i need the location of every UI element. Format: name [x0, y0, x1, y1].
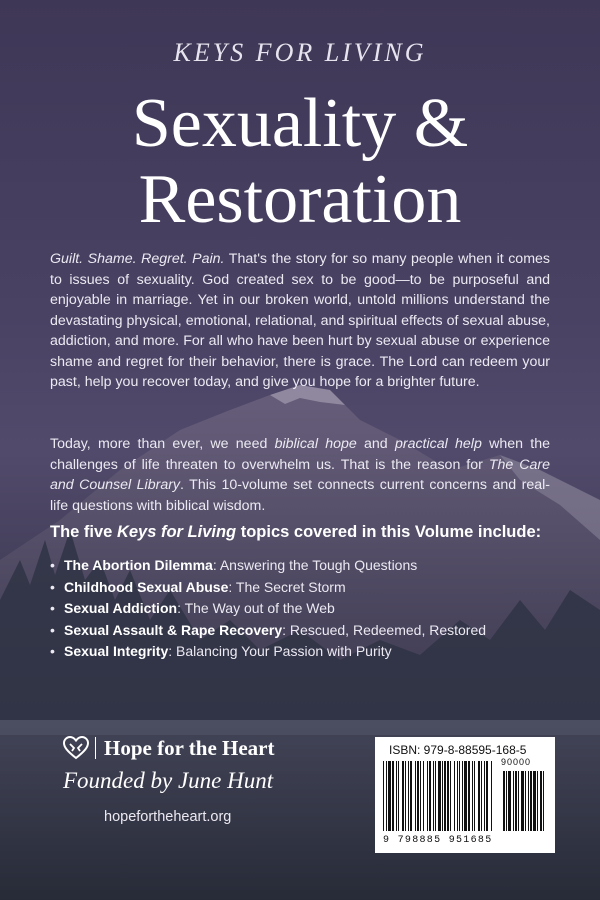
barcode-bars — [383, 761, 547, 833]
topics-heading-prefix: The five — [50, 523, 117, 541]
paragraph-2-part-2: and — [356, 436, 395, 452]
description-paragraph-2 — [50, 434, 550, 516]
topics-heading-suffix: topics covered in this Volume include: — [236, 523, 542, 541]
topic-subtitle: : Balancing Your Passion with Purity — [168, 643, 392, 659]
isbn-barcode — [375, 737, 555, 853]
topics-heading — [50, 523, 570, 542]
topic-subtitle: : The Way out of the Web — [177, 600, 335, 616]
description-paragraph-1 — [50, 249, 550, 393]
bullet-icon: • — [50, 600, 55, 616]
paragraph-2-part-1: Today, more than ever, we need — [50, 436, 275, 452]
price-code: 90000 — [501, 757, 532, 767]
list-item — [50, 622, 486, 644]
barcode-digits: 9 798885 951685 — [383, 835, 493, 846]
topic-subtitle: : Answering the Tough Questions — [212, 557, 418, 573]
publisher-logo — [63, 735, 274, 761]
heart-hands-icon — [63, 736, 89, 760]
list-item — [50, 557, 486, 579]
paragraph-2-part-3: when the challenges of life threaten to overwhelm us. That is the reason for — [50, 436, 550, 473]
bullet-icon: • — [50, 578, 55, 595]
topic-subtitle: : The Secret Storm — [228, 578, 346, 595]
logo-divider — [95, 737, 96, 759]
topics-list — [50, 557, 486, 665]
isbn-text: ISBN: 979-8-88595-168-5 — [389, 743, 527, 757]
italic-lead: Guilt. Shame. Regret. Pain. — [50, 251, 225, 267]
paragraph-1-text: That's the story for so many people when it comes to issues of sexuality. God created sex to be good—to be purposeful and enjoyable in marriage. Yet in our broken world, untold millions understand the devastating physical, emotional, relational, and spiritual effects of sexual abuse, addiction, and more. For all who have been hurt by sexual abuse or experience shame and regret for their behavior, there is grace. The Lord can redeem your past, help you recover today, and give you hope for a brighter future. — [50, 251, 550, 390]
bullet-icon: • — [50, 557, 55, 573]
topic-name: Childhood Sexual Abuse — [64, 578, 229, 595]
topic-name: Sexual Integrity — [64, 643, 169, 659]
paragraph-2-part-4: . This 10-volume set connects current concerns and real-life questions with biblical wisdom. — [50, 477, 550, 514]
topic-name: Sexual Assault & Rape Recovery — [64, 621, 283, 638]
topic-subtitle: : Rescued, Redeemed, Restored — [282, 621, 487, 638]
book-title — [0, 86, 600, 238]
topic-name: Sexual Addiction — [64, 600, 178, 616]
founded-by: Founded by June Hunt — [63, 768, 274, 793]
emphasis-library-name: The Care and Counsel Library — [50, 456, 551, 493]
topics-heading-emphasis: Keys for Living — [116, 523, 237, 541]
bullet-icon: • — [50, 621, 55, 638]
emphasis-biblical-hope: biblical hope — [274, 436, 357, 452]
publisher-name: Hope for the Heart — [104, 735, 275, 760]
list-item — [50, 643, 486, 665]
title-line-1: Sexuality & — [131, 85, 469, 162]
emphasis-practical-help: practical help — [394, 436, 482, 452]
title-line-2: Restoration — [138, 161, 462, 238]
list-item — [50, 579, 486, 601]
bullet-icon: • — [50, 643, 55, 659]
publisher-website: hopefortheheart.org — [104, 809, 232, 825]
topic-name: The Abortion Dilemma — [64, 557, 213, 573]
series-title: KEYS FOR LIVING — [173, 38, 427, 67]
list-item — [50, 600, 486, 622]
